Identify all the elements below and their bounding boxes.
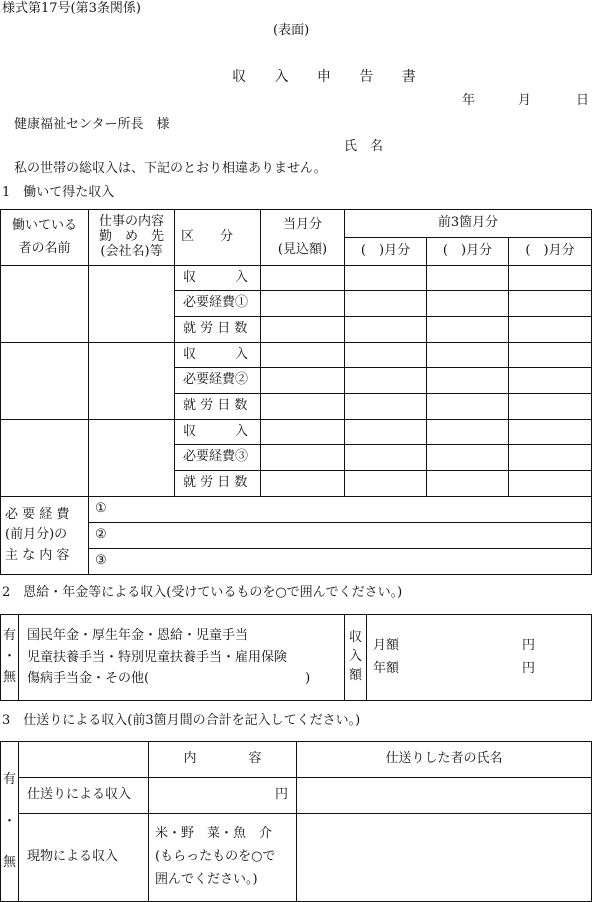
col-worker-name: 働いている 者の名前	[1, 210, 89, 266]
amount-field[interactable]	[427, 266, 509, 291]
pension-amounts[interactable]	[367, 615, 592, 701]
sender-name-field[interactable]	[297, 814, 592, 902]
section1-heading: 1 働いて得た収入	[2, 185, 115, 200]
expense-detail-label: 必 要 経 費 (前月分)の 主 な 内 容	[1, 497, 89, 575]
row-label: 就 労 日 数	[175, 394, 261, 420]
goods-items[interactable]: 米・野 菜・魚 介 (もらったものを○で 囲んでください。)	[149, 814, 297, 902]
month-cell[interactable]: ( )月分	[509, 238, 592, 266]
row-label: 就 労 日 数	[175, 317, 261, 343]
job-field[interactable]	[89, 266, 175, 343]
amount-field[interactable]	[261, 394, 345, 420]
side-label: (表面)	[273, 23, 310, 38]
amount-field[interactable]	[509, 291, 592, 317]
amount-field[interactable]	[427, 368, 509, 394]
goods-income-label: 現物による収入	[19, 814, 149, 902]
expense-detail-field[interactable]: ②	[89, 523, 592, 549]
col-category: 区 分	[175, 210, 261, 266]
form-number: 様式第17号(第3条関係)	[2, 1, 141, 16]
amount-field[interactable]	[509, 445, 592, 471]
worker-name-field[interactable]	[1, 266, 89, 343]
amount-field[interactable]	[345, 266, 427, 291]
amount-field[interactable]	[427, 445, 509, 471]
row-label: 必要経費③	[175, 445, 261, 471]
amount-field[interactable]	[261, 291, 345, 317]
pension-income-table	[0, 614, 592, 701]
yes-no-selector[interactable]: 有 ・ 無	[1, 742, 19, 902]
col-current-month: 当月分 (見込額)	[261, 210, 345, 266]
income-amount-label: 収 入 額	[345, 615, 367, 701]
expense-detail-field[interactable]: ①	[89, 497, 592, 523]
month-cell[interactable]: ( )月分	[427, 238, 509, 266]
page-title: 収 入 申 告 書	[232, 69, 428, 85]
sender-name-field[interactable]	[297, 778, 592, 814]
amount-field[interactable]	[345, 291, 427, 317]
section2-heading: 2 恩給・年金等による収入(受けているものを○で囲んでください。)	[2, 585, 403, 600]
cash-remittance-amount[interactable]: 円	[149, 778, 297, 814]
declaration: 私の世帯の総収入は、下記のとおり相違ありません。	[14, 161, 327, 176]
amount-field[interactable]	[509, 471, 592, 497]
amount-field[interactable]	[427, 343, 509, 368]
row-label: 収 入	[175, 266, 261, 291]
worker-name-field[interactable]	[1, 420, 89, 497]
date-day: 日	[576, 93, 590, 108]
amount-field[interactable]	[345, 445, 427, 471]
col-content: 内 容	[149, 742, 297, 778]
name-label: 氏 名	[344, 139, 384, 154]
amount-field[interactable]	[509, 343, 592, 368]
amount-field[interactable]	[427, 471, 509, 497]
remittance-income-table	[0, 741, 592, 902]
section3-heading: 3 仕送りによる収入(前3箇月間の合計を記入してください。)	[2, 713, 361, 728]
worker-name-field[interactable]	[1, 343, 89, 420]
work-income-table	[0, 209, 592, 575]
month-cell[interactable]: ( )月分	[345, 238, 427, 266]
row-label: 必要経費①	[175, 291, 261, 317]
row-label: 収 入	[175, 420, 261, 445]
amount-field[interactable]	[427, 317, 509, 343]
amount-field[interactable]	[509, 420, 592, 445]
amount-field[interactable]	[261, 368, 345, 394]
amount-field[interactable]	[345, 471, 427, 497]
date-month: 月	[518, 93, 532, 108]
amount-field[interactable]	[345, 368, 427, 394]
yes-no-selector[interactable]: 有 ・ 無	[1, 615, 19, 701]
amount-field[interactable]	[261, 343, 345, 368]
amount-field[interactable]	[345, 317, 427, 343]
expense-detail-field[interactable]: ③	[89, 549, 592, 575]
amount-field[interactable]	[509, 266, 592, 291]
job-field[interactable]	[89, 343, 175, 420]
row-label: 収 入	[175, 343, 261, 368]
date-year: 年	[462, 93, 476, 108]
row-label: 就 労 日 数	[175, 471, 261, 497]
yen-label: 円	[521, 638, 535, 654]
monthly-label: 月額	[373, 638, 400, 654]
amount-field[interactable]	[261, 471, 345, 497]
amount-field[interactable]	[427, 291, 509, 317]
addressee: 健康福祉センター所長 様	[14, 117, 170, 132]
amount-field[interactable]	[345, 394, 427, 420]
amount-field[interactable]	[427, 420, 509, 445]
amount-field[interactable]	[345, 420, 427, 445]
col-prev-3-months: 前3箇月分	[345, 210, 592, 238]
cash-remittance-label: 仕送りによる収入	[19, 778, 149, 814]
amount-field[interactable]	[261, 445, 345, 471]
amount-field[interactable]	[261, 420, 345, 445]
amount-field[interactable]	[261, 317, 345, 343]
amount-field[interactable]	[509, 394, 592, 420]
col-job: 仕事の内容 勤 め 先 (会社名)等	[89, 210, 175, 266]
amount-field[interactable]	[509, 317, 592, 343]
amount-field[interactable]	[345, 343, 427, 368]
amount-field[interactable]	[261, 266, 345, 291]
job-field[interactable]	[89, 420, 175, 497]
pension-types[interactable]: 国民年金・厚生年金・恩給・児童手当 児童扶養手当・特別児童扶養手当・雇用保険 傷病手当金・その他( )	[19, 615, 345, 701]
amount-field[interactable]	[427, 394, 509, 420]
yearly-label: 年額	[373, 660, 400, 676]
amount-field[interactable]	[509, 368, 592, 394]
yen-label: 円	[521, 660, 535, 676]
col-sender-name: 仕送りした者の氏名	[297, 742, 592, 778]
row-label: 必要経費②	[175, 368, 261, 394]
